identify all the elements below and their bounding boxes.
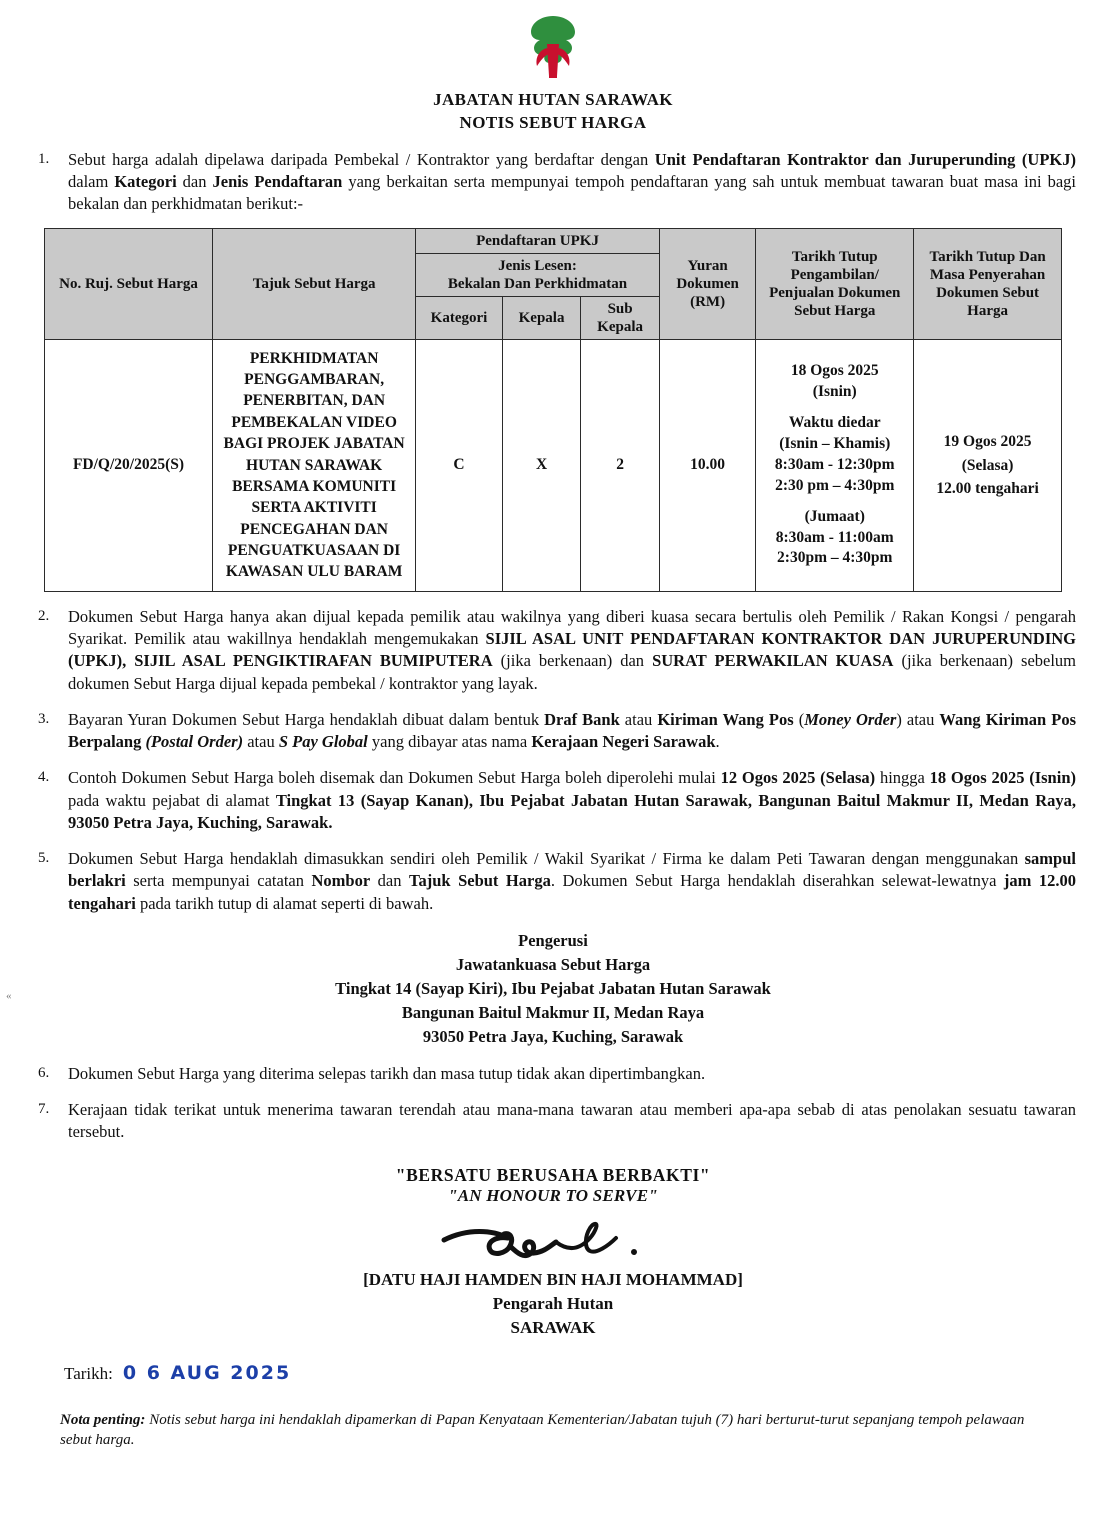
cell-kepala: X (502, 339, 581, 591)
org-title-line2: NOTIS SEBUT HARGA (459, 112, 647, 132)
collection-friday-time-2: 2:30pm – 4:30pm (777, 549, 893, 567)
clause-4-number: 4. (38, 769, 50, 786)
handwritten-signature-icon (438, 1220, 668, 1273)
motto-en: "AN HONOUR TO SERVE" (448, 1186, 658, 1206)
submission-day: (Selasa) (961, 456, 1014, 474)
logo-container (0, 0, 1106, 85)
tree-logo-icon (523, 14, 583, 80)
clause-5 (30, 848, 1076, 915)
address-line-4: Bangunan Baitul Makmur II, Medan Raya (401, 1002, 705, 1022)
cell-ref-no: FD/Q/20/2025(S) (45, 339, 213, 591)
clause-3-text: Bayaran Yuran Dokumen Sebut Harga hendaklah dibuat dalam bentuk Draf Bank atau Kiriman Wang Pos (Money Order) atau Wang Kiriman Pos Berpalang (Postal Order) atau S Pay Global yang dibayar atas nama Kerajaan Negeri Sarawak. (68, 709, 1077, 752)
cell-title: PERKHIDMATAN PENGGAMBARAN, PENERBITAN, DAN PEMBEKALAN VIDEO BAGI PROJEK JABATAN HUTAN SARAWAK BERSAMA KOMUNITI SERTA AKTIVITI PENCEGAHAN DAN PENGUATKUASAAN DI KAWASAN ULU BARAM (213, 339, 416, 591)
clause-1-text: Sebut harga adalah dipelawa daripada Pembekal / Kontraktor yang berdaftar dengan Unit Pendaftaran Kontraktor dan Juruperunding (UPKJ) dalam Kategori dan Jenis Pendaftaran yang berkaitan serta mempunyai tempoh pendaftaran yang sah untuk membuat tawaran buat masa ini bagi bekalan dan perkhidmatan berikut:- (68, 149, 1076, 214)
motto-block (0, 1165, 1106, 1206)
important-note-text: Notis sebut harga ini hendaklah dipamerkan di Papan Kenyataan Kementerian/Jabatan tujuh (7) hari berturut-turut sepanjang tempoh pelawaan sebut harga. (60, 1411, 1025, 1449)
date-label: Tarikh: (64, 1363, 113, 1383)
signer-block (0, 1268, 1106, 1339)
th-licence-type-line1: Jenis Lesen: (498, 257, 577, 274)
clause-4-text: Contoh Dokumen Sebut Harga boleh disemak dan Dokumen Sebut Harga boleh diperolehi mulai 12 Ogos 2025 (Selasa) hingga 18 Ogos 2025 (Isnin) pada waktu pejabat di alamat Tingkat 13 (Sayap Kanan), Ibu Pejabat Jabatan Hutan Sarawak, Bangunan Baitul Makmur II, Medan Raya, 93050 Petra Jaya, Kuching, Sarawak. (68, 768, 1076, 832)
th-title: Tajuk Sebut Harga (213, 228, 416, 339)
signer-position: Pengarah Hutan (492, 1294, 614, 1314)
clause-7-number: 7. (38, 1100, 50, 1117)
signer-name: [DATU HAJI HAMDEN BIN HAJI MOHAMMAD] (363, 1270, 743, 1290)
quotation-table-wrapper (44, 228, 1062, 592)
organization-title (0, 89, 1106, 135)
th-licence-type-line2: Bekalan Dan Perkhidmatan (447, 275, 628, 292)
cell-kategori: C (416, 339, 503, 591)
address-line-5: 93050 Petra Jaya, Kuching, Sarawak (422, 1026, 684, 1046)
address-line-3: Tingkat 14 (Sayap Kiri), Ibu Pejabat Jabatan Hutan Sarawak (335, 978, 771, 998)
collection-friday-block (760, 507, 909, 570)
collection-friday-label: (Jumaat) (804, 507, 865, 525)
signer-state: SARAWAK (510, 1317, 596, 1337)
th-sub-kepala: Sub Kepala (581, 296, 660, 339)
collection-date: 18 Ogos 2025 (790, 362, 879, 380)
clause-6-text: Dokumen Sebut Harga yang diterima selepas tarikh dan masa tutup tidak akan dipertimbangkan. (68, 1063, 706, 1083)
clause-2 (30, 606, 1076, 695)
submission-time: 12.00 tengahari (936, 479, 1039, 497)
org-title-line1: JABATAN HUTAN SARAWAK (433, 90, 673, 109)
clause-7 (30, 1099, 1076, 1144)
th-fee (659, 228, 756, 339)
table-head (45, 228, 1062, 339)
date-row (64, 1362, 1106, 1384)
clause-2-text: Dokumen Sebut Harga hanya akan dijual kepada pemilik atau wakilnya yang diberi kuasa secara bertulis oleh Pemilik / Rakan Kongsi / pengarah Syarikat. Pemilik atau wakillnya hendaklah mengemukakan SIJIL ASAL UNIT PENDAFTARAN KONTRAKTOR DAN JURUPERUNDING (UPKJ), SIJIL ASAL PENGIKTIRAFAN BUMIPUTERA (jika berkenaan) dan SURAT PERWAKILAN KUASA (jika berkenaan) sebelum dokumen Sebut Harga dijual kepada pembekal / kontraktor yang layak. (68, 606, 1077, 693)
clause-7-text: Kerajaan tidak terikat untuk menerima tawaran terendah atau mana-mana tawaran atau memberi apa-apa sebab di atas penolakan sesuatu tawaran tersebut. (68, 1099, 1076, 1142)
clause-1 (30, 149, 1076, 216)
table-row (45, 339, 1062, 591)
cell-sub-kepala: 2 (581, 339, 660, 591)
clause-3 (30, 709, 1076, 754)
important-note (60, 1410, 1046, 1451)
collection-weekday-time-2: 2:30 pm – 4:30pm (775, 476, 895, 494)
collection-day: (Isnin) (812, 383, 857, 400)
th-submission-date: Tarikh Tutup Dan Masa Penyerahan Dokumen Sebut Harga (914, 228, 1062, 339)
signature-area (0, 1220, 1106, 1268)
clause-5-text: Dokumen Sebut Harga hendaklah dimasukkan sendiri oleh Pemilik / Wakil Syarikat / Firma ke dalam Peti Tawaran dengan menggunakan sampul berlakri serta mempunyai catatan Nombor dan Tajuk Sebut Harga. Dokumen Sebut Harga hendaklah diserahkan selewat-lewatnya jam 12.00 tengahari pada tarikh tutup di alamat seperti di bawah. (68, 849, 1077, 913)
quotation-table (44, 228, 1062, 592)
submission-date: 19 Ogos 2025 (943, 433, 1032, 451)
submission-address (0, 929, 1106, 1049)
address-line-1: Pengerusi (518, 930, 588, 950)
th-fee-line2: Dokumen (676, 275, 739, 292)
collection-date-block (760, 361, 909, 403)
clause-6-number: 6. (38, 1064, 50, 1081)
date-stamp-value: 0 6 AUG 2025 (122, 1361, 292, 1384)
motto-bm: "BERSATU BERUSAHA BERBAKTI" (395, 1165, 711, 1186)
th-fee-line1: Yuran (687, 257, 728, 274)
clause-4 (30, 767, 1076, 834)
th-kategori: Kategori (416, 296, 503, 339)
th-fee-line3: (RM) (690, 293, 726, 310)
cell-collection-schedule (756, 339, 914, 591)
collection-friday-time-1: 8:30am - 11:00am (775, 528, 894, 546)
cell-submission-deadline (914, 339, 1062, 591)
th-upkj: Pendaftaran UPKJ (416, 228, 660, 253)
page-margin-tick: « (6, 990, 12, 1002)
th-ref-no: No. Ruj. Sebut Harga (45, 228, 213, 339)
collection-weekday-time-1: 8:30am - 12:30pm (774, 455, 895, 473)
address-line-2: Jawatankuasa Sebut Harga (455, 954, 651, 974)
cell-fee: 10.00 (659, 339, 756, 591)
th-collection-date: Tarikh Tutup Pengambilan/ Penjualan Dokumen Sebut Harga (756, 228, 914, 339)
clause-6 (30, 1063, 1076, 1085)
clause-2-number: 2. (38, 607, 50, 624)
important-note-label: Nota penting: (60, 1411, 146, 1428)
th-kepala: Kepala (502, 296, 581, 339)
clause-5-number: 5. (38, 850, 50, 867)
th-licence-type (416, 253, 660, 296)
table-body (45, 339, 1062, 591)
clause-1-number: 1. (38, 150, 50, 167)
collection-issue-label: Waktu diedar (788, 413, 881, 431)
clause-3-number: 3. (38, 710, 50, 727)
collection-weekday-block (760, 413, 909, 497)
table-header-row-1 (45, 228, 1062, 253)
collection-weekday-label: (Isnin – Khamis) (779, 434, 891, 452)
